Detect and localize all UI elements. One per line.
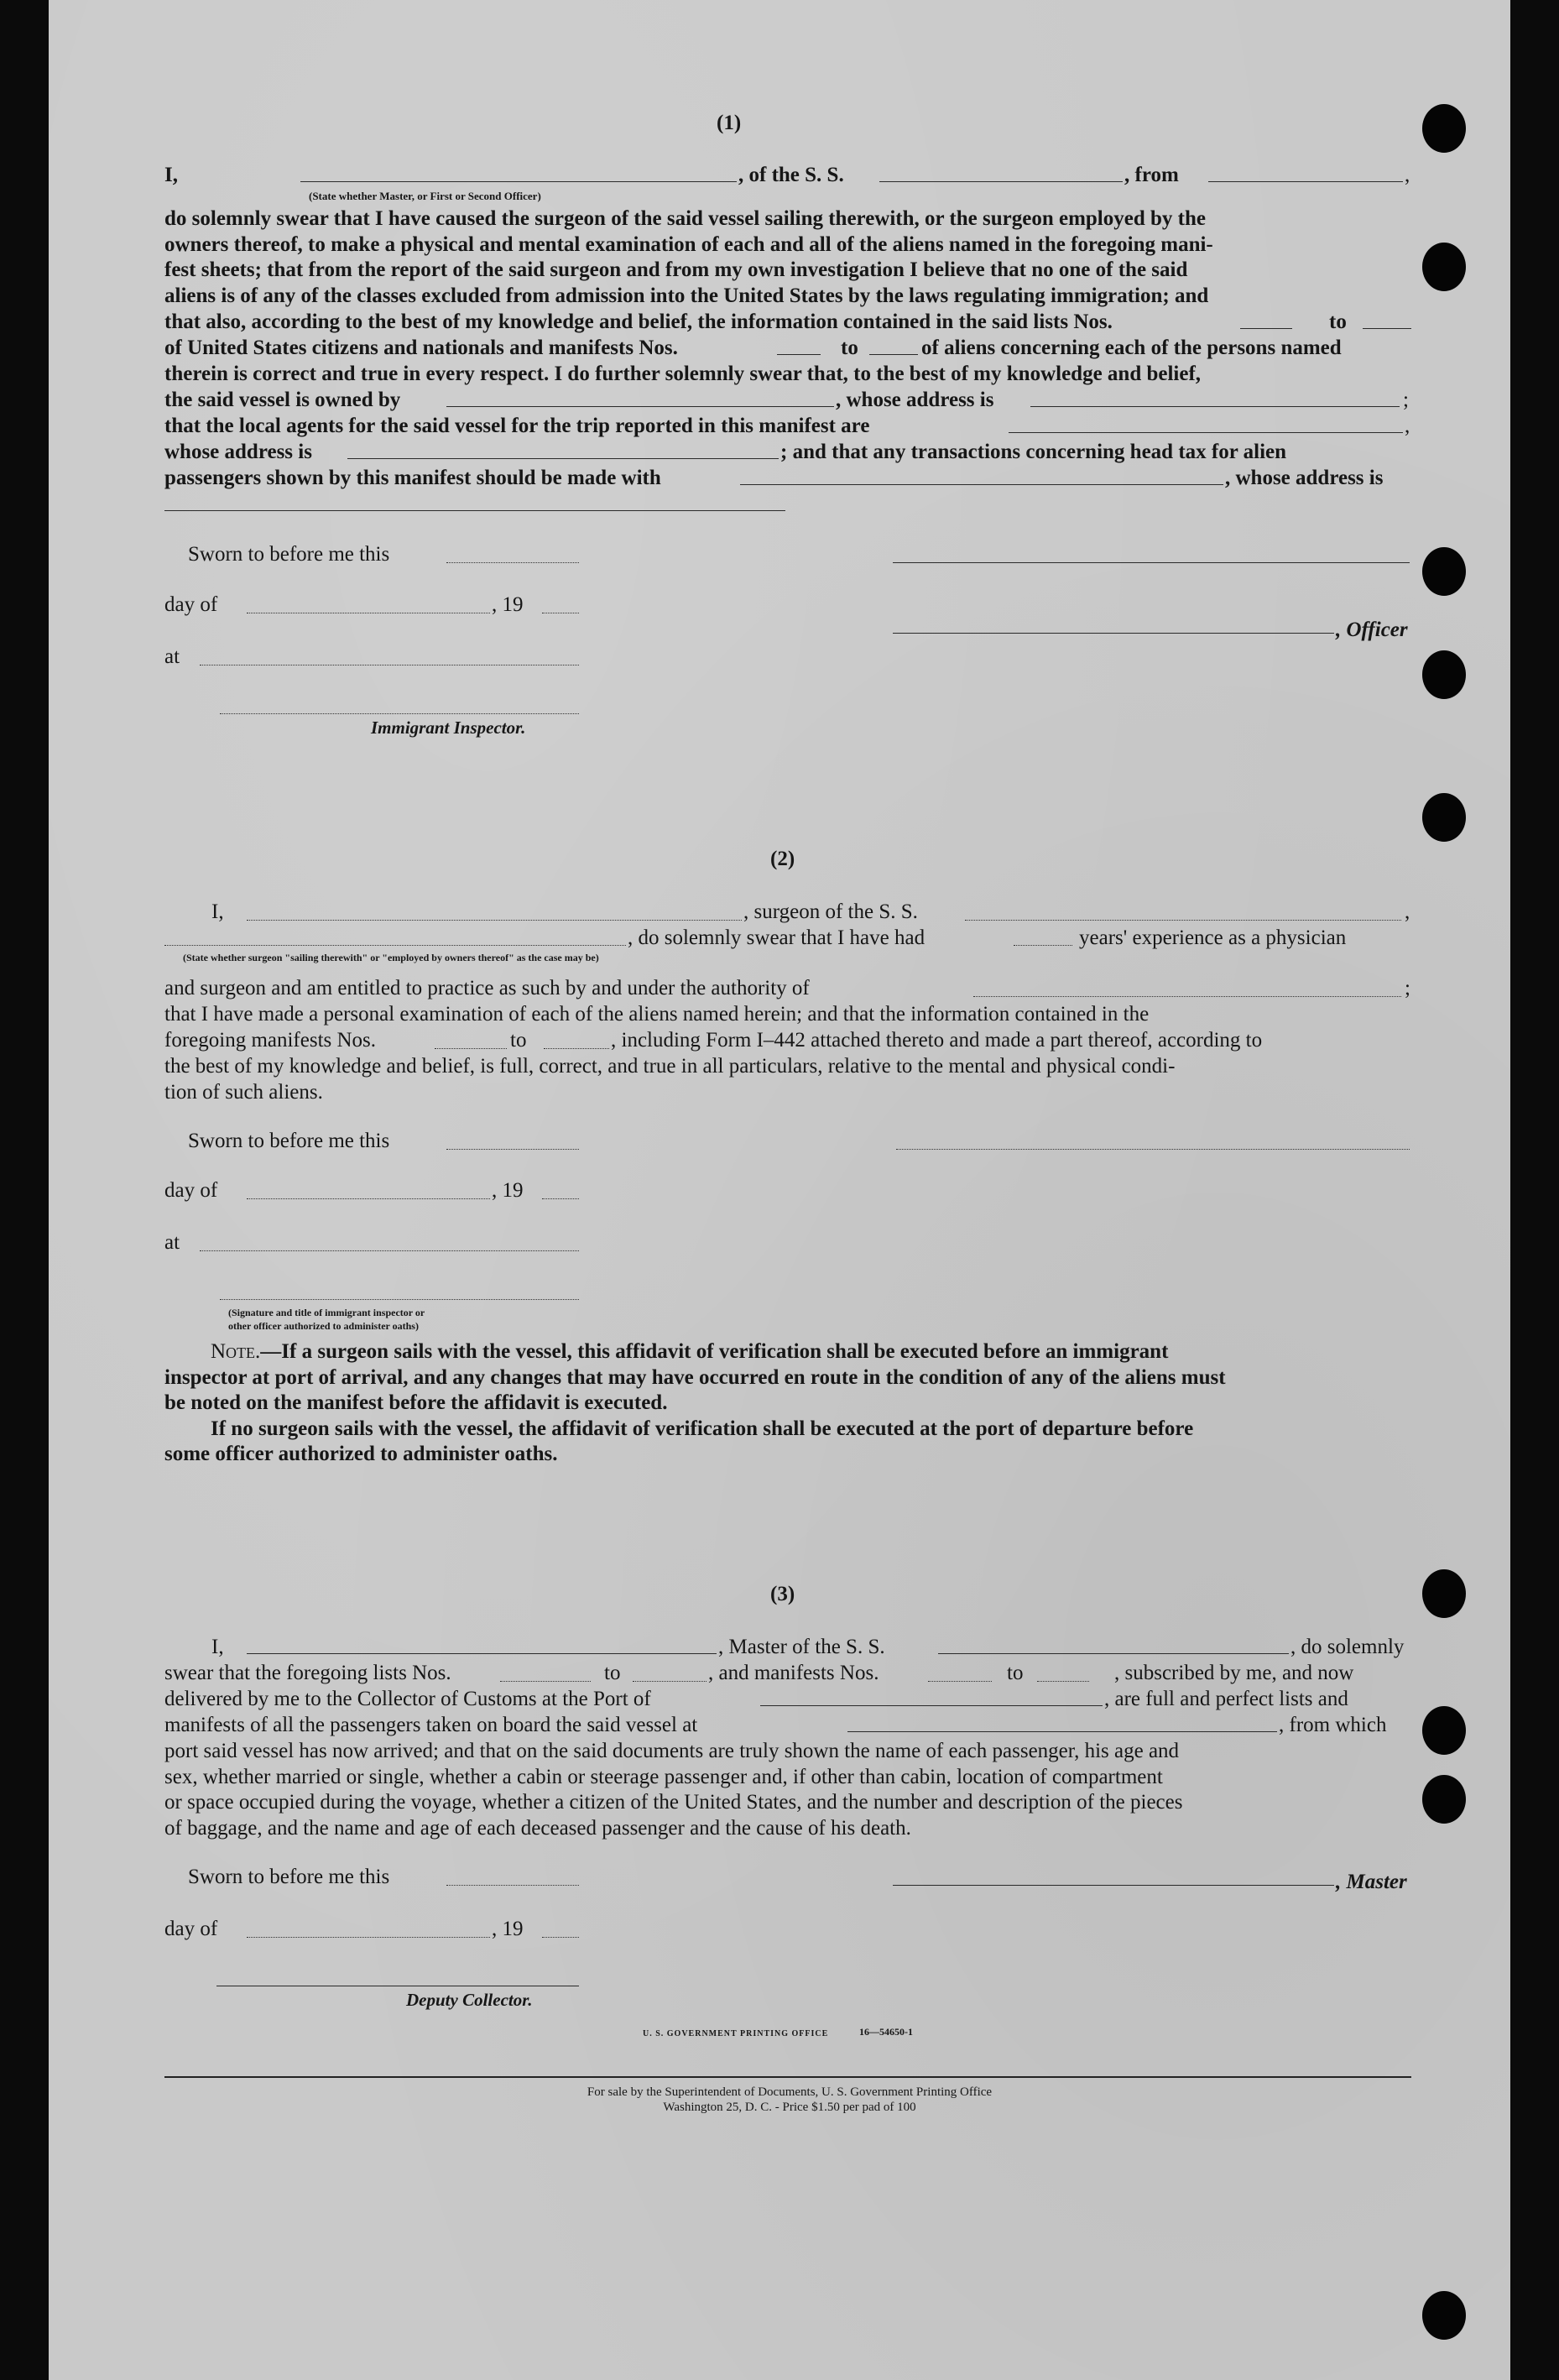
s1-agents-field[interactable] xyxy=(1009,432,1403,433)
s1-head-tax-agent-field[interactable] xyxy=(740,484,1223,485)
punch-hole xyxy=(1422,2291,1466,2340)
s3-manifests-all-text: manifests of all the passengers taken on board the said vessel at xyxy=(164,1714,698,1736)
punch-hole xyxy=(1422,1706,1466,1755)
s1-agents-text: that the local agents for the said vessel for the trip reported in this manifest are xyxy=(164,415,870,437)
s2-manifests-from-field[interactable] xyxy=(435,1048,507,1049)
s1-manifests-text-b: of aliens concerning each of the persons named xyxy=(921,337,1342,359)
s2-note-line-5: some officer authorized to administer oaths. xyxy=(164,1443,558,1466)
punch-hole xyxy=(1422,104,1466,153)
s2-line1-comma: , xyxy=(1405,900,1410,923)
s1-body-line-2: owners thereof, to make a physical and mental examination of each and all of the aliens named in the foregoing mani- xyxy=(164,232,1213,256)
s1-vessel-name-field[interactable] xyxy=(879,181,1123,182)
s2-sworn-date-field[interactable] xyxy=(446,1149,579,1150)
s2-signature-note-2: other officer authorized to administer oaths) xyxy=(228,1320,419,1332)
s1-lists-from-field[interactable] xyxy=(1240,328,1292,329)
gpo-imprint: U. S. GOVERNMENT PRINTING OFFICE xyxy=(643,2029,829,2038)
s3-lists-to-label: to xyxy=(604,1662,621,1684)
s1-owner-field[interactable] xyxy=(446,406,834,407)
s3-master-sig-label: , Master xyxy=(1336,1871,1407,1893)
s1-officer-note: (State whether Master, or First or Second Officer) xyxy=(309,190,541,202)
s2-note-line-2: inspector at port of arrival, and any changes that may have occurred en route in the condition of any of the aliens must xyxy=(164,1365,1226,1389)
s2-day-of-label: day of xyxy=(164,1179,218,1202)
s1-manifests-from-field[interactable] xyxy=(777,354,821,355)
s2-note-label: Note. xyxy=(211,1340,261,1363)
punch-hole xyxy=(1422,547,1466,596)
s1-passengers-address-label: , whose address is xyxy=(1225,467,1384,489)
s3-delivered-text: delivered by me to the Collector of Customs at the Port of xyxy=(164,1688,651,1710)
s2-year-label: , 19 xyxy=(492,1179,524,1202)
form-code: 16—54650-1 xyxy=(859,2026,913,2038)
s3-body-line-4: of baggage, and the name and age of each deceased passenger and the cause of his death. xyxy=(164,1816,911,1840)
s3-manifests-to-label: to xyxy=(1007,1662,1024,1684)
s1-body-line-4: aliens is of any of the classes excluded from admission into the United States by the laws regulating immigration; and xyxy=(164,284,1209,307)
s1-body-line-3: fest sheets; that from the report of the said surgeon and from my own investigation I believe that no one of the said xyxy=(164,258,1188,282)
s2-authority-semicolon: ; xyxy=(1405,977,1410,999)
s1-owned-semicolon: ; xyxy=(1403,389,1409,411)
s2-year-field[interactable] xyxy=(542,1198,579,1199)
s3-sworn-text: Sworn to before me this xyxy=(188,1866,390,1888)
sale-line-2: Washington 25, D. C. - Price $1.50 per pad of 100 xyxy=(663,2101,916,2114)
s2-authority-text: and surgeon and am entitled to practice as such by and under the authority of xyxy=(164,977,810,999)
s3-lists-from-field[interactable] xyxy=(500,1681,591,1682)
s2-vessel-field[interactable] xyxy=(965,920,1401,921)
s1-officer-signature-field[interactable] xyxy=(893,562,1410,563)
s1-sworn-date-field[interactable] xyxy=(446,562,579,563)
s1-agents-comma: , xyxy=(1405,415,1410,437)
s1-head-tax-address-field[interactable] xyxy=(164,510,785,511)
s1-day-of-label: day of xyxy=(164,593,218,616)
s3-master-signature-field[interactable] xyxy=(893,1885,1334,1886)
s3-port-field[interactable] xyxy=(760,1705,1103,1706)
s2-experience-text: years' experience as a physician xyxy=(1079,926,1347,949)
s1-sworn-text: Sworn to before me this xyxy=(188,543,390,566)
sale-line-1: For sale by the Superintendent of Documents, U. S. Government Printing Office xyxy=(587,2085,993,2099)
s2-at-field[interactable] xyxy=(200,1250,579,1251)
s3-master-name-field[interactable] xyxy=(247,1653,717,1654)
s2-sworn-text: Sworn to before me this xyxy=(188,1130,390,1152)
s1-body-line-1: do solemnly swear that I have caused the surgeon of the said vessel sailing therewith, or the surgeon employed by the xyxy=(164,207,1206,230)
s1-head-tax-text: ; and that any transactions concerning head tax for alien xyxy=(780,441,1287,463)
s2-surgeon-note: (State whether surgeon "sailing therewith" or "employed by owners thereof" as the case may be) xyxy=(183,952,599,963)
s2-at-label: at xyxy=(164,1231,180,1254)
s3-subscribed-text: , subscribed by me, and now xyxy=(1114,1662,1354,1684)
s2-body-text xyxy=(164,1054,1411,1105)
s2-foregoing-text: foregoing manifests Nos. xyxy=(164,1029,377,1052)
s3-day-of-label: day of xyxy=(164,1918,218,1940)
s1-of-the-ss-label: , of the S. S. xyxy=(738,164,844,186)
s1-lists-to-field[interactable] xyxy=(1363,328,1411,329)
s2-form-text: , including Form I–442 attached thereto and made a part thereof, according to xyxy=(611,1029,1263,1052)
s2-manifests-to-field[interactable] xyxy=(544,1048,609,1049)
s3-deputy-label: Deputy Collector. xyxy=(406,1990,533,2010)
s3-month-field[interactable] xyxy=(247,1937,490,1938)
s1-officer-name-field[interactable] xyxy=(300,181,737,182)
s1-inspector-signature-field[interactable] xyxy=(220,713,579,714)
s2-surgeon-name-field[interactable] xyxy=(247,920,742,921)
s1-i-label: I, xyxy=(164,164,178,186)
s2-surgeon-signature-field[interactable] xyxy=(896,1149,1410,1150)
s2-swear-text: , do solemnly swear that I have had xyxy=(628,926,925,949)
s2-surgeon-label: , surgeon of the S. S. xyxy=(743,900,918,923)
s3-sworn-date-field[interactable] xyxy=(446,1885,579,1886)
s2-body-line-1: the best of my knowledge and belief, is full, correct, and true in all particulars, relative to the mental and physical condi- xyxy=(164,1055,1176,1078)
s2-note xyxy=(164,1339,1411,1468)
s1-whose-text: whose address is xyxy=(164,441,312,463)
footer-divider xyxy=(164,2076,1411,2078)
s1-manifests-to-field[interactable] xyxy=(869,354,918,355)
s1-lists-to-label: to xyxy=(1329,311,1347,333)
s2-i-label: I, xyxy=(211,900,224,923)
punch-hole xyxy=(1422,1775,1466,1824)
s2-month-field[interactable] xyxy=(247,1198,490,1199)
s1-manifests-to-label: to xyxy=(841,337,858,359)
punch-hole xyxy=(1422,243,1466,291)
s2-official-signature-field[interactable] xyxy=(220,1299,579,1300)
section-3-number: (3) xyxy=(770,1583,795,1605)
punch-hole xyxy=(1422,793,1466,842)
s2-personal-text: that I have made a personal examination of each of the aliens named herein; and that the information contained in the xyxy=(164,1003,1150,1026)
s1-lists-text: that also, according to the best of my knowledge and belief, the information contained in the said lists Nos. xyxy=(164,311,1113,333)
s1-officer-label: , Officer xyxy=(1336,618,1408,641)
punch-hole xyxy=(1422,1569,1466,1618)
s2-note-line-3: be noted on the manifest before the affidavit is executed. xyxy=(164,1391,668,1415)
s1-inspector-label: Immigrant Inspector. xyxy=(371,718,526,738)
s1-manifests-text: of United States citizens and nationals and manifests Nos. xyxy=(164,337,678,359)
s1-at-label: at xyxy=(164,645,180,668)
s3-solemnly-text: , do solemnly xyxy=(1290,1636,1405,1658)
s3-from-which-text: , from which xyxy=(1279,1714,1387,1736)
s1-from-label: , from xyxy=(1124,164,1179,186)
section-1-number: (1) xyxy=(717,112,742,134)
s3-manifests-from-field[interactable] xyxy=(928,1681,992,1682)
s2-authority-field[interactable] xyxy=(973,996,1401,997)
s1-body-text xyxy=(164,206,1411,309)
s3-body-text xyxy=(164,1739,1411,1841)
s3-vessel-field[interactable] xyxy=(938,1653,1289,1654)
s3-body-line-1: port said vessel has now arrived; and that on the said documents are truly shown the name of each passenger, his age and xyxy=(164,1740,1180,1762)
s1-year-label: , 19 xyxy=(492,593,524,616)
section-2-number: (2) xyxy=(770,848,795,870)
s3-body-line-3: or space occupied during the voyage, whether a citizen of the United States, and the number and description of the pieces xyxy=(164,1791,1183,1814)
s3-manifests-to-field[interactable] xyxy=(1037,1681,1089,1682)
s1-passengers-text: passengers shown by this manifest should be made with xyxy=(164,467,661,489)
s3-master-label: , Master of the S. S. xyxy=(718,1636,885,1658)
s1-officer-title-field[interactable] xyxy=(893,633,1334,634)
s2-note-line-1 xyxy=(164,1339,1411,1365)
s3-lists-text: swear that the foregoing lists Nos. xyxy=(164,1662,451,1684)
s2-note-line-4: If no surgeon sails with the vessel, the affidavit of verification shall be executed at the port of departure before xyxy=(211,1417,1194,1440)
s3-perfect-lists-text: , are full and perfect lists and xyxy=(1104,1688,1348,1710)
s1-agents-address-field[interactable] xyxy=(347,458,779,459)
s1-owned-text: the said vessel is owned by xyxy=(164,389,401,411)
s2-body-line-2: tion of such aliens. xyxy=(164,1080,323,1104)
s3-i-label: I, xyxy=(211,1636,224,1658)
s1-therein-text: therein is correct and true in every respect. I do further solemnly swear that, to the best of my knowledge and belief, xyxy=(164,363,1202,385)
s1-owner-address-field[interactable] xyxy=(1030,406,1400,407)
s3-boarding-port-field[interactable] xyxy=(847,1731,1277,1732)
s2-signature-note-1: (Signature and title of immigrant inspector or xyxy=(228,1307,425,1318)
s2-surgeon-status-field[interactable] xyxy=(164,945,626,946)
s3-year-field[interactable] xyxy=(542,1937,579,1938)
s3-lists-to-field[interactable] xyxy=(633,1681,707,1682)
s2-note-line-1-text: —If a surgeon sails with the vessel, this affidavit of verification shall be executed before an immigrant xyxy=(260,1340,1169,1363)
s3-manifests-text: , and manifests Nos. xyxy=(708,1662,879,1684)
punch-hole xyxy=(1422,650,1466,699)
s2-foregoing-to-label: to xyxy=(510,1029,527,1052)
s3-body-line-2: sex, whether married or single, whether a cabin or steerage passenger and, if other than cabin, location of compartment xyxy=(164,1765,1163,1788)
s2-years-field[interactable] xyxy=(1014,945,1072,946)
s1-owner-address-label: , whose address is xyxy=(836,389,994,411)
s1-line1-comma: , xyxy=(1405,164,1410,186)
s3-year-label: , 19 xyxy=(492,1918,524,1940)
form-page xyxy=(49,0,1510,2380)
s1-from-field[interactable] xyxy=(1208,181,1403,182)
